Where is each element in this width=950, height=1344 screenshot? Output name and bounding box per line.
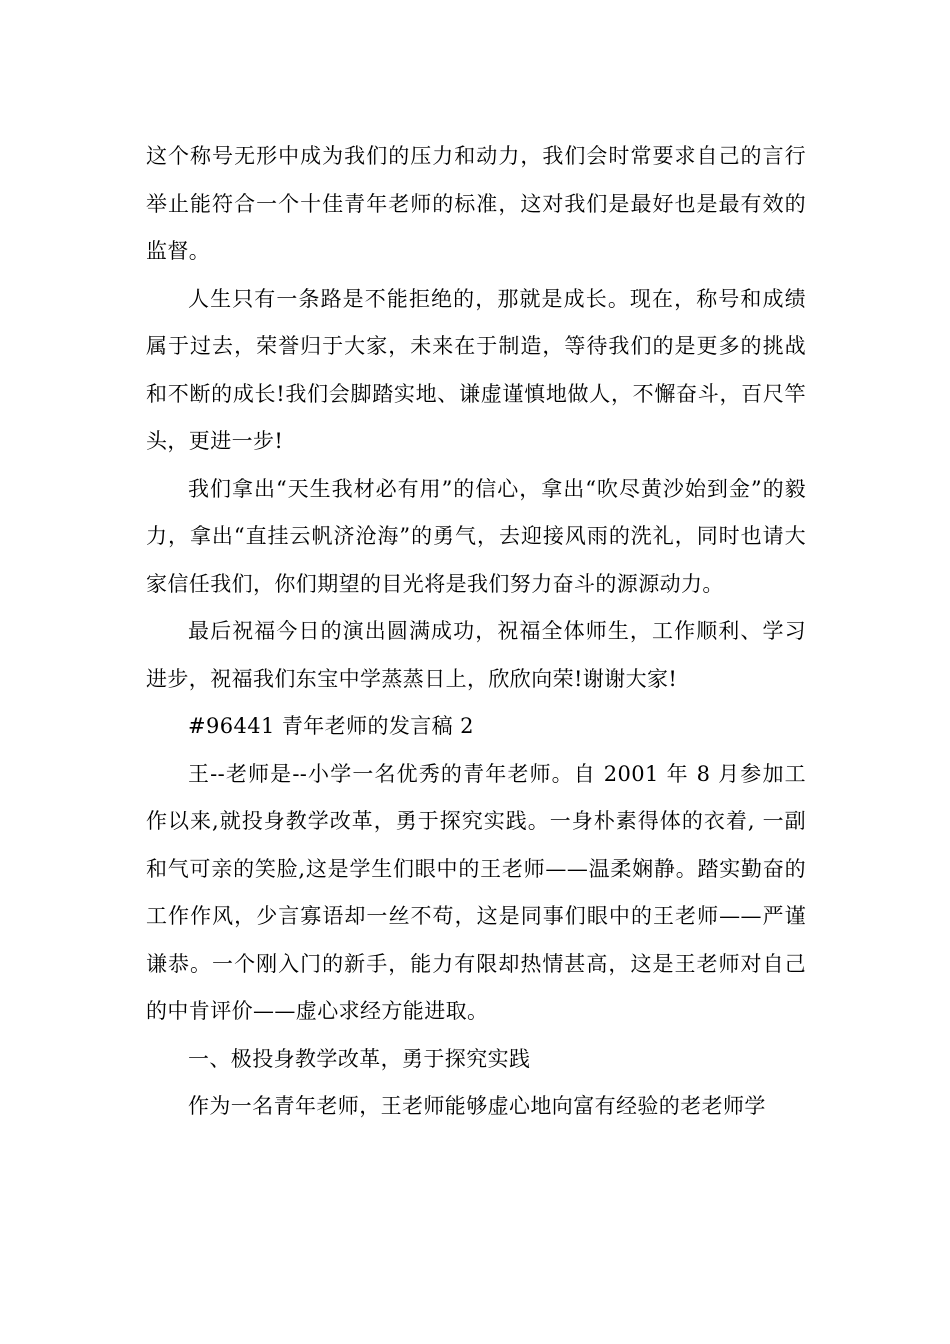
paragraph-1: 这个称号无形中成为我们的压力和动力，我们会时常要求自己的言行举止能符合一个十佳青年老师的标准，这对我们是最好也是最有效的监督。 (146, 144, 806, 263)
paragraph-2: 人生只有一条路是不能拒绝的，那就是成长。现在，称号和成绩属于过去，荣誉归于大家，未来在于制造，等待我们的是更多的挑战和不断的成长!我们会脚踏实地、谦虚谨慎地做人，不懈奋斗，百尺竿头，更进一步! (146, 286, 806, 453)
paragraph-4: 最后祝福今日的演出圆满成功，祝福全体师生，工作顺利、学习进步，祝福我们东宝中学蒸蒸日上，欣欣向荣!谢谢大家! (146, 619, 806, 691)
paragraph-3: 我们拿出“天生我材必有用”的信心，拿出“吹尽黄沙始到金”的毅力，拿出“直挂云帆济沧海”的勇气，去迎接风雨的洗礼，同时也请大家信任我们，你们期望的目光将是我们努力奋斗的源源动力。 (146, 476, 806, 596)
paragraph-5: 王--老师是--小学一名优秀的青年老师。自 2001 年 8 月参加工作以来,就投身教学改革，勇于探究实践。一身朴素得体的衣着, 一副和气可亲的笑脸,这是学生们眼中的王老师——温柔娴静。踏实勤奋的工作作风，少言寡语却一丝不苟，这是同事们眼中的王老师——严谨谦恭。一个刚入门的新手，能力有限却热情甚高，这是王老师对自己的中肯评价——虚心求经方能进取。 (146, 761, 806, 1023)
paragraph-6: 作为一名青年老师，王老师能够虚心地向富有经验的老老师学 (188, 1094, 766, 1118)
section-heading-speech-2: #96441 青年老师的发言稿 2 (188, 714, 474, 738)
section-heading-1: 一、极投身教学改革，勇于探究实践 (188, 1046, 531, 1071)
document-body (146, 133, 806, 1131)
